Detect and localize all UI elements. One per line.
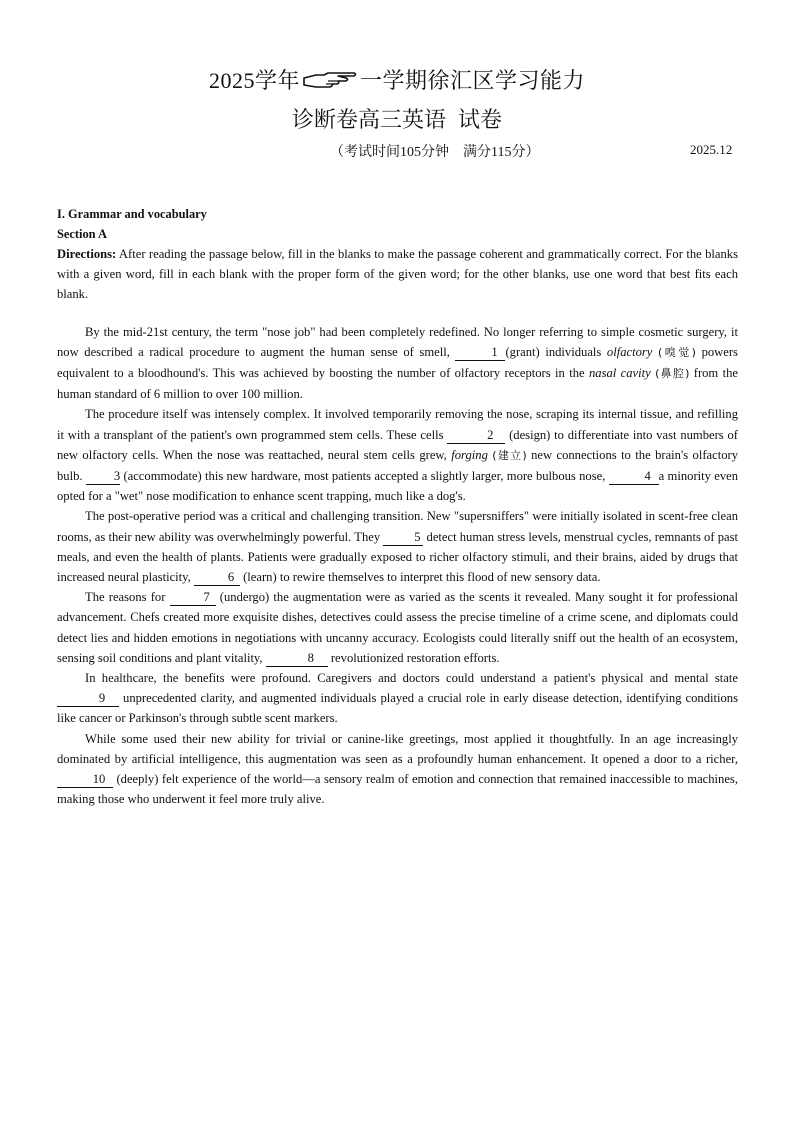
title-district-test: 一学期徐汇区学习能力 — [360, 68, 586, 93]
blank-3[interactable]: 3 — [86, 469, 120, 485]
blank-7[interactable]: 7 — [170, 590, 216, 606]
gloss-olfactory: (嗅觉) — [658, 345, 696, 359]
gloss-forging: (建立) — [492, 448, 527, 462]
directions — [57, 244, 738, 305]
directions-label: Directions: — [57, 247, 117, 261]
gloss-nasal-cavity: (鼻腔) — [655, 367, 690, 381]
blank-10[interactable]: 10 — [57, 772, 113, 788]
passage-paragraph-1: By the mid-21st century, the term "nose job" had been completely redefined. No longer referring to simple cosmetic surgery, it now described a radical procedure to augment the human sense of smell, 1 (grant) individuals olfactory (嗅觉) powers equivalent to a bloodhound's. This was achieved by boosting the number of olfactory receptors in the nasal cavity (鼻腔) from the human standard of 6 million to over 100 million. — [57, 324, 738, 402]
blank-8[interactable]: 8 — [266, 651, 328, 667]
exam-title-line1 — [0, 64, 794, 96]
term-olfactory: olfactory — [606, 344, 653, 359]
exam-date: 2025.12 — [690, 142, 733, 157]
part-title: I. Grammar and vocabulary — [57, 207, 207, 221]
exam-title-line2 — [0, 103, 794, 134]
title-subject: 诊断卷高三英语 — [291, 107, 446, 132]
passage-paragraph-5: In healthcare, the benefits were profound. Caregivers and doctors could understand a patient's physical and mental state 9 unprecedented clarity, and augmented individuals played a crucial role in early disease detection, identifying conditions like cancer or Parkinson's through subtle scent markers. — [57, 671, 738, 726]
blank-1[interactable]: 1 — [455, 345, 505, 361]
passage-paragraph-2: The procedure itself was intensely complex. It involved temporarily removing the nose, scraping its internal tissue, and refilling it with a transplant of the patient's own programmed stem cells. These cells 2 (design) to differentiate into vast numbers of new olfactory cells. When the nose was reattached, neural stem cells grew, forging (建立) new connections to the brain's olfactory bulb. 3 (accommodate) this new hardware, most patients accepted a slightly larger, more bulbous nose, 4 a minority even opted for a "wet" nose modification to enhance scent trapping, much like a dog's. — [57, 407, 739, 504]
blank-9[interactable]: 9 — [57, 691, 119, 707]
blank-2[interactable]: 2 — [447, 428, 505, 444]
title-year-term: 2025学年 — [208, 68, 300, 93]
term-forging: forging — [451, 447, 488, 462]
blank-4[interactable]: 4 — [609, 469, 659, 485]
passage-paragraph-4: The reasons for 7 (undergo) the augmentation were as varied as the scents it revealed. Many sought it for professional advancement. Chefs created more exquisite dishes, detectives could assess the precise timeline of a crime scene, and diplomats could detect lies and hidden emotions in negotiations with uncanny accuracy. Ecologists could literally sniff out the health of an ecosystem, sensing soil conditions and plant vitality, 8 revolutionized restoration efforts. — [57, 590, 738, 665]
directions-text: After reading the passage below, fill in the blanks to make the passage coherent and grammatically correct. For the blanks with a given word, fill in each blank with the proper form of the given word; for the other blanks, use one word that best fits each blank. — [57, 247, 738, 302]
section-title: Section A — [57, 227, 107, 241]
exam-duration-score: （考试时间105分钟 满分115分） — [330, 145, 540, 160]
passage-paragraph-3: The post-operative period was a critical and challenging transition. New "supersniffers" were initially isolated in scent-free clean rooms, as their new ability was overwhelmingly powerful. They 5 detect human stress levels, menstrual cycles, remnants of past meals, and even the health of plants. Patients were gradually exposed to richer olfactory stimuli, and their brains, aided by drugs that increased neural plasticity, 6 (learn) to rewire themselves to interpret this flood of new sensory data. — [57, 509, 738, 585]
exam-content — [57, 204, 738, 809]
blank-5[interactable]: 5 — [383, 530, 423, 546]
term-nasal-cavity: nasal cavity — [588, 366, 651, 381]
passage-paragraph-6: While some used their new ability for trivial or canine-like greetings, most applied it thoughtfully. In an age increasingly dominated by artificial intelligence, this augmentation was seen as a profoundly human enhancement. It opened a door to a richer, 10 (deeply) felt experience of the world—a sensory realm of emotion and connection that remained inaccessible to machines, making those who underwent it feel more truly alive. — [57, 731, 738, 807]
title-paper: 试卷 — [458, 107, 503, 132]
blank-6[interactable]: 6 — [194, 570, 240, 586]
pointing-hand-icon — [302, 70, 358, 96]
